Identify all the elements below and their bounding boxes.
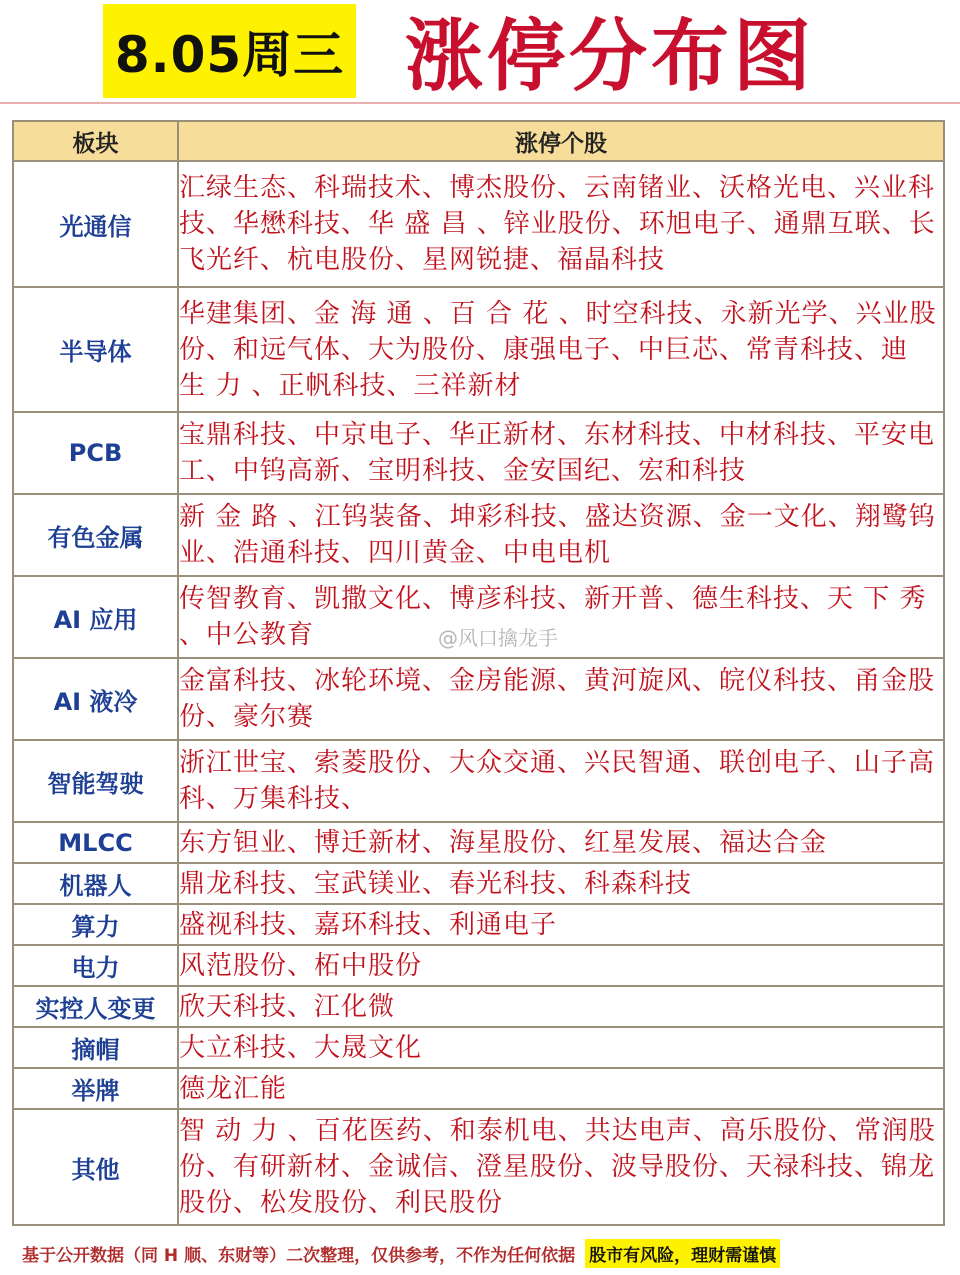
risk-warning: 股市有风险，理财需谨慎 bbox=[585, 1239, 780, 1268]
sector-cell: MLCC bbox=[13, 822, 178, 863]
stocks-cell: 华建集团、金 海 通 、百 合 花 、时空科技、永新光学、兴业股份、和远气体、大为股份、康强电子、中巨芯、常青科技、迪 生 力 、正帆科技、三祥新材 bbox=[178, 287, 944, 412]
page-title: 涨停分布图 bbox=[405, 11, 816, 102]
sector-cell: 摘帽 bbox=[13, 1027, 178, 1068]
disclaimer-note: 基于公开数据（同 H 顺、东财等）二次整理，仅供参考，不作为任何依据 bbox=[22, 1246, 576, 1266]
table-row bbox=[13, 161, 944, 287]
table-row bbox=[13, 1109, 944, 1225]
sector-cell: 电力 bbox=[13, 945, 178, 986]
footer bbox=[0, 1232, 960, 1275]
header bbox=[0, 0, 960, 104]
stocks-cell: 欣天科技、江化微 bbox=[178, 986, 944, 1027]
sector-cell: 光通信 bbox=[13, 161, 178, 287]
column-header-stocks: 涨停个股 bbox=[178, 121, 944, 161]
stocks-cell: 鼎龙科技、宝武镁业、春光科技、科森科技 bbox=[178, 863, 944, 904]
table-row bbox=[13, 740, 944, 822]
table-header-row bbox=[13, 121, 944, 161]
stocks-cell: 浙江世宝、索菱股份、大众交通、兴民智通、联创电子、山子高科、万集科技、 bbox=[178, 740, 944, 822]
sector-cell: 智能驾驶 bbox=[13, 740, 178, 822]
table-row bbox=[13, 1027, 944, 1068]
stocks-cell: 东方钽业、博迁新材、海星股份、红星发展、福达合金 bbox=[178, 822, 944, 863]
sector-cell: 举牌 bbox=[13, 1068, 178, 1109]
stocks-cell: 宝鼎科技、中京电子、华正新材、东材科技、中材科技、平安电工、中钨高新、宝明科技、金安国纪、宏和科技 bbox=[178, 412, 944, 494]
stocks-cell: 大立科技、大晟文化 bbox=[178, 1027, 944, 1068]
sector-cell: 算力 bbox=[13, 904, 178, 945]
stocks-cell: 盛视科技、嘉环科技、利通电子 bbox=[178, 904, 944, 945]
sector-cell: 实控人变更 bbox=[13, 986, 178, 1027]
stocks-cell: 风范股份、柘中股份 bbox=[178, 945, 944, 986]
stocks-cell: 德龙汇能 bbox=[178, 1068, 944, 1109]
stocks-cell: 金富科技、冰轮环境、金房能源、黄河旋风、皖仪科技、甬金股份、豪尔赛 bbox=[178, 658, 944, 740]
date-label: 8.05周三 bbox=[103, 4, 356, 98]
column-header-sector: 板块 bbox=[13, 121, 178, 161]
sector-cell: PCB bbox=[13, 412, 178, 494]
sector-cell: AI 应用 bbox=[13, 576, 178, 658]
table-row bbox=[13, 863, 944, 904]
table-row bbox=[13, 287, 944, 412]
sector-cell: AI 液冷 bbox=[13, 658, 178, 740]
sector-cell: 有色金属 bbox=[13, 494, 178, 576]
table-row bbox=[13, 904, 944, 945]
watermark: @风口擒龙手 bbox=[438, 626, 558, 650]
header-divider bbox=[0, 102, 960, 104]
table-row bbox=[13, 658, 944, 740]
stocks-cell: 智 动 力 、百花医药、和泰机电、共达电声、高乐股份、常润股份、有研新材、金诚信、澄星股份、波导股份、天禄科技、锦龙股份、松发股份、利民股份 bbox=[178, 1109, 944, 1225]
stocks-cell: 汇绿生态、科瑞技术、博杰股份、云南锗业、沃格光电、兴业科技、华懋科技、华 盛 昌 、锌业股份、环旭电子、通鼎互联、长飞光纤、杭电股份、星网锐捷、福晶科技 bbox=[178, 161, 944, 287]
table-row bbox=[13, 1068, 944, 1109]
table-row bbox=[13, 986, 944, 1027]
limit-up-table bbox=[12, 120, 945, 1226]
sector-cell: 其他 bbox=[13, 1109, 178, 1225]
stocks-cell: 传智教育、凯撒文化、博彦科技、新开普、德生科技、天 下 秀 、中公教育 bbox=[178, 576, 944, 658]
table-row bbox=[13, 412, 944, 494]
stocks-cell: 新 金 路 、江钨装备、坤彩科技、盛达资源、金一文化、翔鹭钨业、浩通科技、四川黄金、中电电机 bbox=[178, 494, 944, 576]
table-row bbox=[13, 945, 944, 986]
sector-cell: 机器人 bbox=[13, 863, 178, 904]
table-row bbox=[13, 822, 944, 863]
sector-cell: 半导体 bbox=[13, 287, 178, 412]
table-row bbox=[13, 494, 944, 576]
